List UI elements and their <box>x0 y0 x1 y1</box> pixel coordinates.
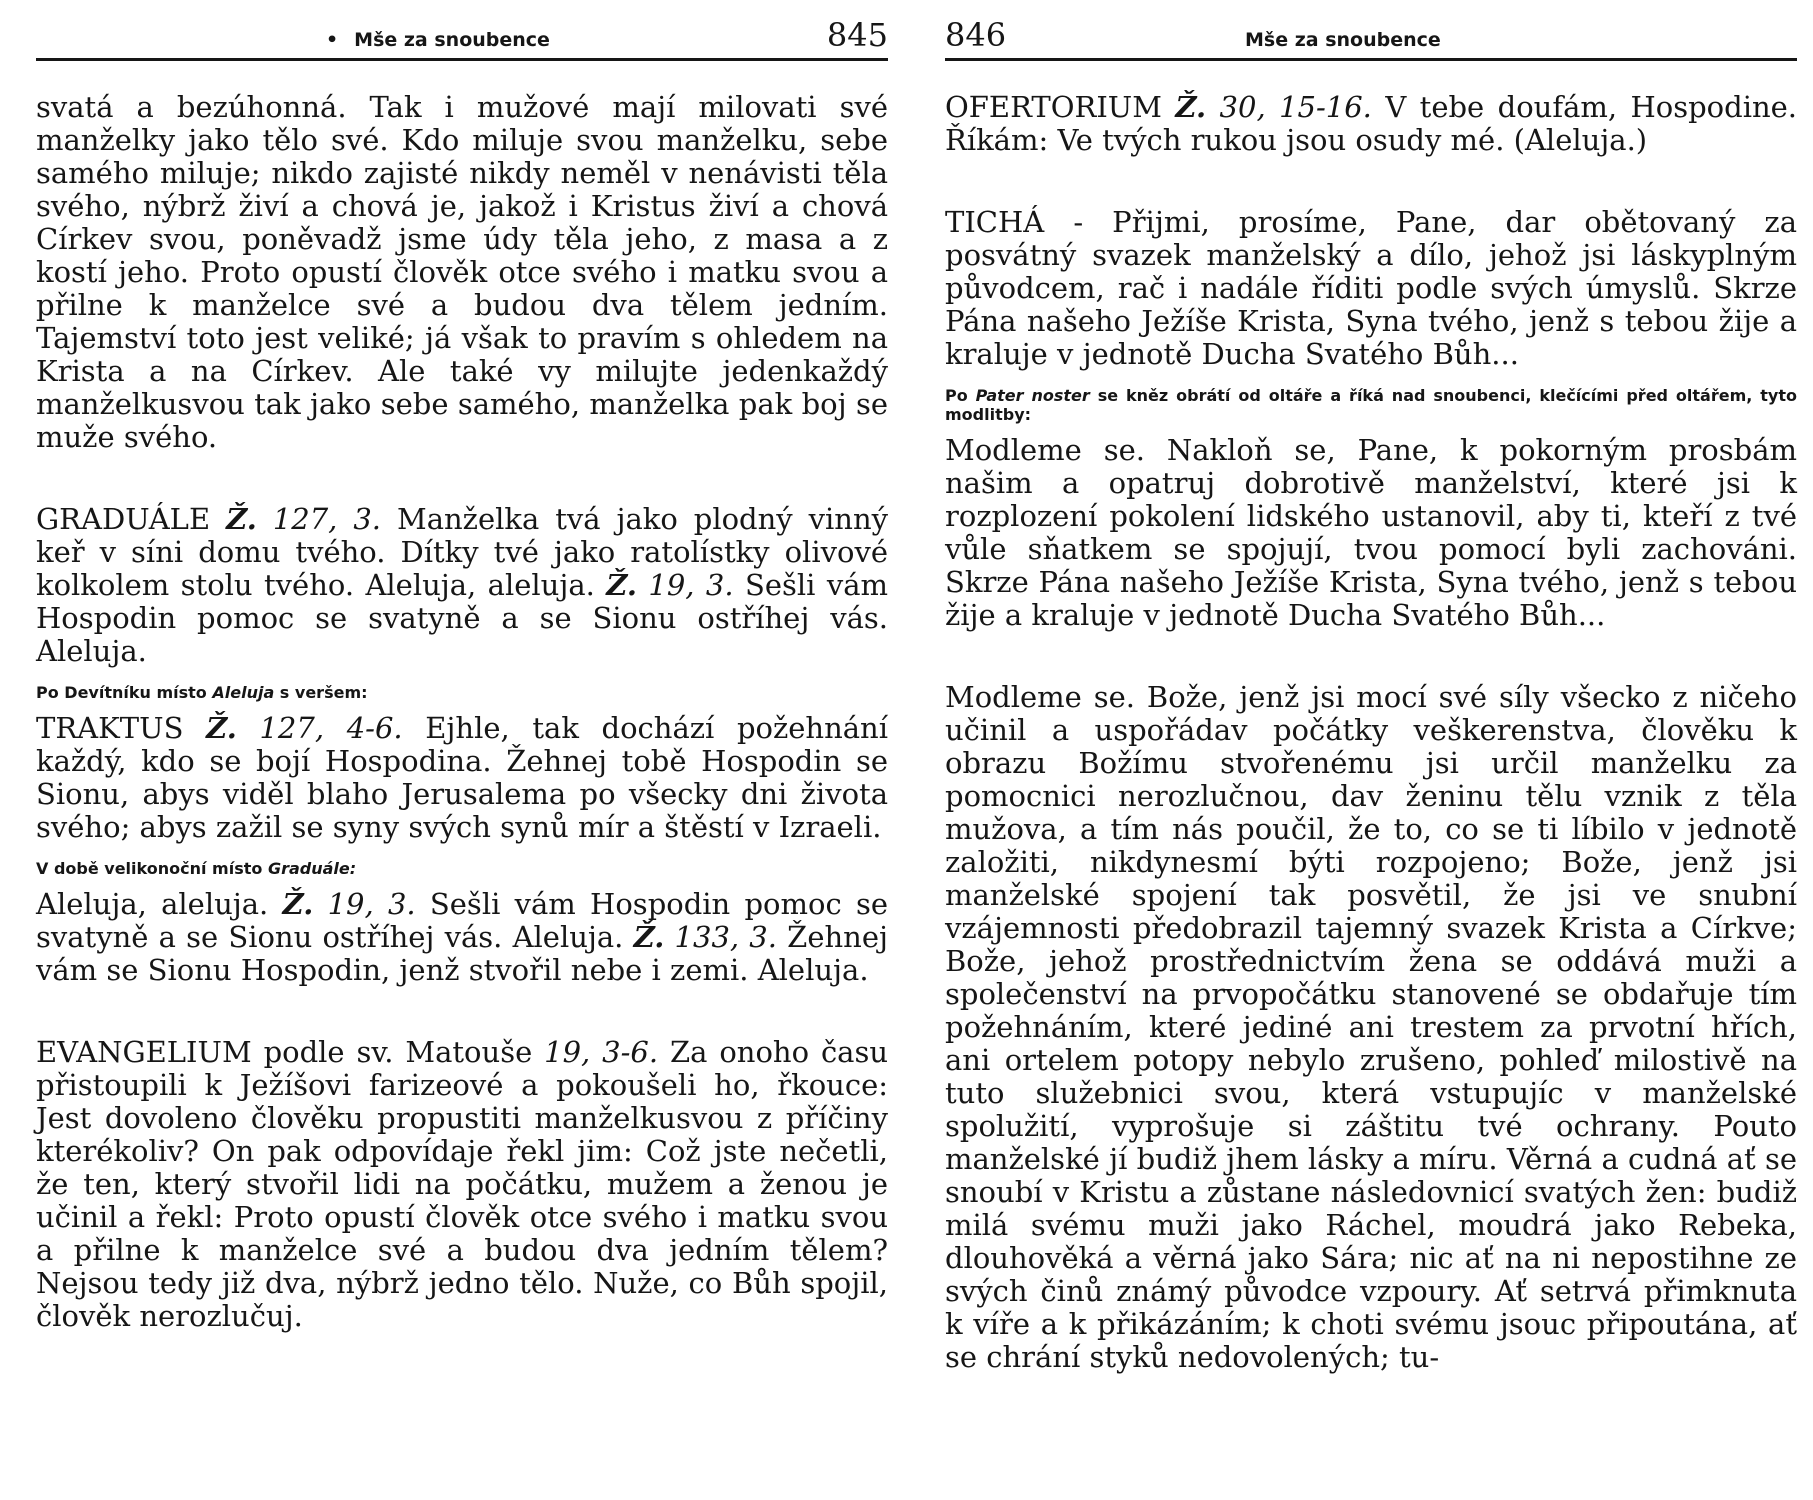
evangelium-section <box>36 1036 888 1333</box>
graduale-label: GRADUÁLE <box>36 502 211 536</box>
left-running-title <box>326 29 550 51</box>
graduale-reference: 127, 3. <box>272 502 382 536</box>
traktus-text: Ejhle, tak dochází požehnání každý, kdo se bojí Hospodina. Žehnej tobě Hospodin se Sionu, abys viděl blaho Jerusalema po všecky dni života svého; abys zažil se syny svých synů mír a štěstí v Izraeli. <box>36 711 889 844</box>
right-header-title: Mše za snoubence <box>1245 29 1441 51</box>
ofertorium-section <box>945 91 1797 157</box>
ticha-section <box>945 206 1797 371</box>
rubric-italic: Pater noster <box>975 386 1090 405</box>
traktus-reference: 127, 4-6. <box>259 711 403 745</box>
graduale-verse-text: Sešli vám Hospodin pomoc se svatyně a se Sionu ostříhej vás. Aleluja. <box>36 568 888 668</box>
psalm-mark: Ž. <box>1175 90 1207 124</box>
left-header-title: Mše za snoubence <box>354 29 550 51</box>
aleluja-section <box>36 888 888 987</box>
left-page-body <box>36 61 888 1333</box>
psalm-mark: Ž. <box>606 568 637 602</box>
header-bullet: • <box>326 29 339 51</box>
rubric-text: s veršem: <box>274 683 368 702</box>
psalm-mark: Ž. <box>282 887 314 921</box>
graduale-verse-reference: 19, 3. <box>648 568 734 602</box>
rubric-italic: Aleluja <box>212 683 275 702</box>
traktus-section <box>36 712 888 844</box>
rubric-text: Po Devítníku místo <box>36 683 213 702</box>
rubric-eastertide <box>36 859 888 878</box>
ofertorium-reference: 30, 15-16. <box>1219 90 1372 124</box>
ticha-text: - Přijmi, prosíme, Pane, dar obětovaný za posvátný svazek manželský a dílo, jehož jsi láskyplným původcem, rač i nadále říditi podle svých úmyslů. Skrze Pána našeho Ježíše Krista, Syna tvého, jenž s tebou žije a kraluje v jednotě Ducha Svatého Bůh... <box>945 205 1797 371</box>
rubric-text: se kněz obrátí od oltáře a říká nad snoubenci, klečícími před oltářem, tyto modlitby: <box>945 386 1797 424</box>
evangelium-label: EVANGELIUM <box>36 1035 252 1069</box>
ofertorium-text: V tebe doufám, Hospodine. Říkám: Ve tvých rukou jsou osudy mé. (Aleluja.) <box>945 90 1798 157</box>
aleluja-second-verse-text: Žehnej vám se Sionu Hospodin, jenž stvořil nebe i zemi. Aleluja. <box>36 920 888 987</box>
traktus-label: TRAKTUS <box>36 711 184 745</box>
evangelium-reference: 19, 3-6. <box>544 1035 659 1069</box>
left-page-number: 845 <box>826 16 888 54</box>
psalm-mark: Ž. <box>206 711 237 745</box>
rubric-text: V době velikonoční místo <box>36 859 268 878</box>
evangelium-source: podle sv. Matouše <box>263 1035 533 1069</box>
rubric-septuagesima <box>36 683 888 702</box>
left-page <box>36 0 888 1500</box>
ticha-label: TICHÁ <box>945 205 1045 239</box>
right-running-header <box>945 0 1797 61</box>
right-page-body <box>945 61 1797 1374</box>
epistle-continuation: svatá a bezúhonná. Tak i mužové mají milovati své manželky jako tělo své. Kdo miluje svou manželku, sebe samého miluje; nikdo zajisté nikdy neměl v nenávisti těla svého, nýbrž živí a chová je, jakož i Kristus živí a chová Církev svou, poněvadž jsme údy těla jeho, z masa a z kostí jeho. Proto opustí člověk otce svého i matku svou a přilne k manželce své a budou dva tělem jedním. Tajemství toto jest veliké; já však to pravím s ohledem na Krista a na Církev. Ale také vy milujte jedenkaždý manželkusvou tak jako sebe samého, manželka pak boj se muže svého. <box>36 90 888 454</box>
evangelium-text: Za onoho času přistoupili k Ježíšovi farizeové a pokoušeli ho, řkouce: Jest dovoleno člověku propustiti manželkusvou z příčiny kterékoliv? On pak odpovídaje řekl jim: Což jste nečetli, že ten, který stvořil lidi na počátku, mužem a ženou je učinil a řekl: Proto opustí člověk otce svého i matku svou a přilne k manželce své a budou dva jedním tělem? Nejsou tedy již dva, nýbrž jedno tělo. Nuže, co Bůh spojil, člověk nerozlučuj. <box>36 1035 889 1333</box>
aleluja-verse-text: Sešli vám Hospodin pomoc se svatyně a se Sionu ostříhej vás. Aleluja. <box>36 887 889 954</box>
psalm-mark: Ž. <box>633 920 665 954</box>
prayer-second: Modleme se. Bože, jenž jsi mocí své síly všecko z ničeho učinil a uspořádav počátky veškerenstva, člověku k obrazu Božímu stvořenému jsi určil manželku za pomocnici nerozlučnou, dav ženinu tělu vznik z těla mužova, a tím nás poučil, že to, co se ti líbilo v jednotě založiti, nikdynesmí býti rozpojeno; Bože, jenž jsi manželské spojení tak posvětil, že jsi ve snubní vzájemnosti předobrazil tajemný svazek Krista a Církve; Bože, jehož prostřednictvím žena se oddává muži a společenství na prvopočátku stanovené se obdařuje tím požehnáním, které jediné ani trestem za prvotní hřích, ani ortelem potopy nebylo zrušeno, pohleď milostivě na tuto služebnici svou, která vstupujíc v manželské spolužití, vyprošuje si záštitu tvé ochrany. Pouto manželské jí budiž jhem lásky a míru. Věrná a cudná ať se snoubí v Kristu a zůstane následovnicí svatých žen: budiž milá svému muži jako Ráchel, moudrá jako Rebeka, dlouhověká a věrná jako Sára; nic ať na ni nepostihne ze svých činů známý původce vzpoury. Ať setrvá přimknuta k víře a k přikázáním; k choti svému jsouc připoutána, ať se chrání styků nedovolených; tu- <box>945 680 1797 1374</box>
rubric-pater-noster <box>945 386 1797 424</box>
right-page-number: 846 <box>945 16 1007 54</box>
aleluja-reference: 19, 3. <box>327 887 416 921</box>
graduale-section <box>36 503 888 668</box>
psalm-mark: Ž. <box>226 502 257 536</box>
aleluja-second-reference: 133, 3. <box>674 920 777 954</box>
rubric-text: Po <box>945 386 976 405</box>
aleluja-text: Aleluja, aleluja. <box>36 887 269 921</box>
ofertorium-label: OFERTORIUM <box>945 90 1162 124</box>
right-page <box>945 0 1797 1500</box>
rubric-italic: Graduále: <box>267 859 357 878</box>
graduale-text: Manželka tvá jako plodný vinný keř v síni domu tvého. Dítky tvé jako ratolístky olivové kolkolem stolu tvého. Aleluja, aleluja. <box>36 502 889 602</box>
left-running-header <box>36 0 888 61</box>
prayer-first: Modleme se. Nakloň se, Pane, k pokorným prosbám našim a opatruj dobrotivě manželství, které jsi k rozplození pokolení lidského ustanovil, aby ti, kteří z tvé vůle sňatkem se spojují, tvou pomocí byli zachováni. Skrze Pána našeho Ježíše Krista, Syna tvého, jenž s tebou žije a kraluje v jednotě Ducha Svatého Bůh... <box>945 433 1797 632</box>
